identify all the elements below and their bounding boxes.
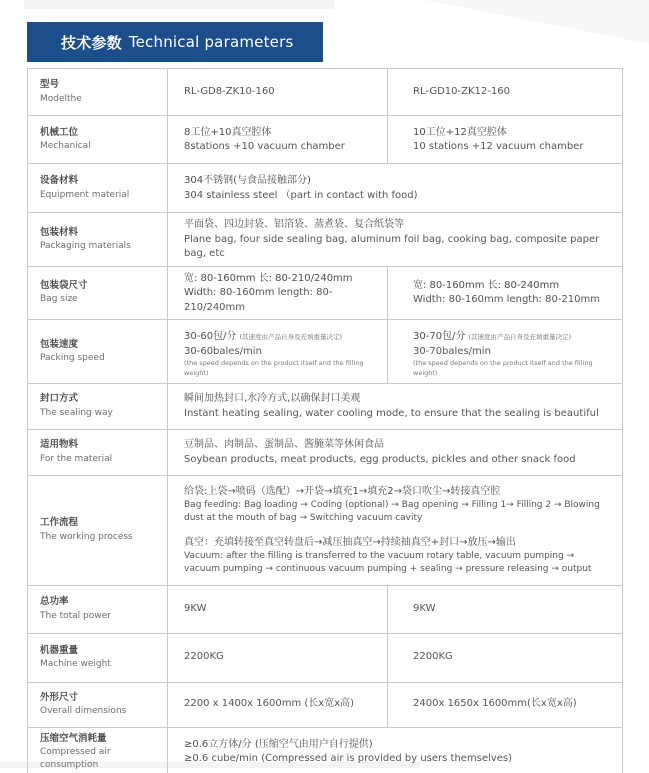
value-cell — [388, 633, 623, 682]
table-row — [28, 633, 623, 682]
cell-line-zh: 瞬间加热封口,水冷方式,以确保封口美观 — [184, 393, 361, 404]
row-label-en: For the material — [40, 453, 113, 464]
value-cell — [168, 266, 388, 320]
cell-line-en: Width: 80-160mm length: 80-210/240mm — [184, 287, 333, 313]
cell-line-zh: ≥0.6立方体/分 (压缩空气由用户自行提供) — [184, 738, 373, 750]
value-cell — [388, 682, 623, 727]
cell-line-en: 304 stainless steel （part in contact with food) — [184, 189, 418, 201]
cell-line-zh: 30-60包/分 — [184, 331, 237, 342]
cell-note-zh: (其速度由产品自身及充填重量决定) — [468, 333, 572, 341]
cell-line: 2200 x 1400x 1600mm (长x宽x高) — [184, 698, 355, 710]
cell-note-zh: (其速度由产品自身及充填重量决定) — [239, 333, 343, 341]
row-label-en: The sealing way — [40, 407, 113, 418]
table-row — [28, 69, 623, 116]
row-label-zh: 型号 — [40, 79, 60, 91]
background-streak-top — [24, 0, 334, 9]
row-label-cell — [28, 585, 168, 633]
cell-line-en: Plane bag, four side sealing bag, aluminum foil bag, cooking bag, composite paper bag, etc — [184, 233, 600, 259]
row-label-cell — [28, 475, 168, 585]
cell-line-zh: 豆制品、肉制品、蛋制品、酱腌菜等休闲食品 — [184, 439, 384, 450]
value-cell-span — [168, 429, 623, 475]
cell-line: 9KW — [413, 602, 436, 614]
row-label-zh: 工作流程 — [40, 517, 79, 529]
value-cell-span — [168, 383, 623, 429]
row-label-en: The total power — [40, 610, 111, 621]
cell-note-en: (the speed depends on the product itself and the filling weight) — [413, 359, 593, 377]
technical-parameters-table — [27, 68, 623, 773]
row-label-cell — [28, 727, 168, 773]
workflow-bag-zh: 给袋:上袋→喷码（选配）→开袋→填充1→填充2→袋口吹尘→转接真空腔 — [184, 485, 501, 497]
cell-line-en: Soybean products, meat products, egg products, pickles and other snack food — [184, 453, 576, 465]
cell-line-zh: 10工位+12真空腔体 — [413, 126, 507, 138]
table-row — [28, 383, 623, 429]
table-row — [28, 320, 623, 384]
table-row — [28, 475, 623, 585]
row-label-zh: 压缩空气消耗量 — [40, 732, 107, 744]
table-row — [28, 585, 623, 633]
value-cell-span — [168, 164, 623, 213]
value-cell — [168, 320, 388, 384]
banner-title-en: Technical parameters — [128, 33, 294, 51]
row-label-en: Mechanical — [40, 141, 91, 152]
row-label-cell — [28, 116, 168, 164]
table-row — [28, 429, 623, 475]
cell-line-en: 8stations +10 vacuum chamber — [184, 141, 345, 152]
row-label-en: Compressed air consumption — [40, 746, 111, 770]
row-label-cell — [28, 682, 168, 727]
cell-line-zh: 宽: 80-160mm 长: 80-240mm — [413, 279, 560, 291]
row-label-cell — [28, 164, 168, 213]
row-label-cell — [28, 266, 168, 320]
cell-line: 9KW — [184, 602, 207, 614]
row-label-cell — [28, 213, 168, 267]
value-cell — [168, 116, 388, 164]
row-label-cell — [28, 383, 168, 429]
cell-line: 2200KG — [413, 651, 453, 663]
row-label-cell — [28, 320, 168, 384]
cell-line-zh: 30-70包/分 — [413, 331, 466, 342]
row-label-en: Machine weight — [40, 659, 111, 670]
row-label-zh: 外形尺寸 — [40, 691, 79, 703]
value-cell-span — [168, 475, 623, 585]
cell-line-zh: 304不锈钢(与食品接触部分) — [184, 175, 311, 186]
row-label-zh: 包装袋尺寸 — [40, 280, 88, 292]
section-banner — [27, 22, 323, 62]
row-label-en: Packaging materials — [40, 240, 131, 251]
row-label-zh: 设备材料 — [40, 175, 79, 187]
value-cell — [168, 682, 388, 727]
workflow-bag-en: Bag feeding: Bag loading → Coding (optional) → Bag opening → Filling 1→ Filling 2 → Blowing dust at the mouth of bag → Switching vacuum cavity — [184, 500, 600, 524]
cell-line: 2400x 1650x 1600mm(长x宽x高) — [413, 698, 577, 710]
row-label-en: Bag size — [40, 294, 78, 305]
cell-line-zh: 平面袋、四边封袋、铝箔袋、蒸煮袋、复合纸袋等 — [184, 219, 404, 230]
row-label-en: The working process — [40, 531, 133, 542]
workflow-vacuum-en: Vacuum: after the filling is transferred to the vacuum rotary table, vacuum pumping → vacuum pumping → continuous vacuum pumping + sealing → pressure releasing → output — [184, 551, 592, 575]
row-label-cell — [28, 429, 168, 475]
cell-note-en: (the speed depends on the product itself and the filling weight) — [184, 359, 364, 377]
workflow-vacuum-zh: 真空：充填转接至真空转盘后→减压抽真空→持续抽真空+封口→放压→输出 — [184, 536, 516, 548]
value-cell — [388, 266, 623, 320]
cell-line-en: 10 stations +12 vacuum chamber — [413, 141, 584, 152]
row-label-zh: 适用物料 — [40, 439, 79, 451]
cell-line-zh: 宽: 80-160mm 长: 80-210/240mm — [184, 272, 353, 284]
value-cell — [388, 320, 623, 384]
value-cell — [388, 585, 623, 633]
row-label-zh: 机械工位 — [40, 126, 79, 138]
row-label-zh: 包装速度 — [40, 338, 79, 350]
row-label-zh: 总功率 — [40, 596, 69, 608]
table-row — [28, 116, 623, 164]
row-label-cell — [28, 633, 168, 682]
value-cell — [168, 585, 388, 633]
table-row — [28, 727, 623, 773]
cell-line-en: Width: 80-160mm length: 80-210mm — [413, 294, 601, 306]
row-label-zh: 机器重量 — [40, 644, 79, 656]
cell-line: RL-GD10-ZK12-160 — [413, 85, 510, 97]
row-label-en: Packing speed — [40, 352, 105, 363]
cell-line-zh: 8工位+10真空腔体 — [184, 126, 272, 138]
background-streak-diagonal — [369, 0, 649, 50]
table-row — [28, 164, 623, 213]
cell-line: RL-GD8-ZK10-160 — [184, 85, 275, 97]
value-cell — [388, 69, 623, 116]
row-label-en: Overall dimensions — [40, 706, 127, 717]
banner-title-zh: 技术参数 — [61, 33, 122, 52]
value-cell-span — [168, 727, 623, 773]
row-label-en: Modelthe — [40, 93, 82, 104]
cell-line: 2200KG — [184, 651, 224, 663]
value-cell — [168, 633, 388, 682]
value-cell — [168, 69, 388, 116]
table-row — [28, 213, 623, 267]
table-row — [28, 682, 623, 727]
row-label-en: Equipment material — [40, 189, 130, 200]
row-label-cell — [28, 69, 168, 116]
value-cell-span — [168, 213, 623, 267]
cell-line-en: ≥0.6 cube/min (Compressed air is provided by users themselves) — [184, 753, 512, 765]
value-cell — [388, 116, 623, 164]
cell-line-en: 30-70bales/min — [413, 345, 491, 357]
workflow-gap — [184, 526, 612, 535]
row-label-zh: 封口方式 — [40, 393, 79, 405]
cell-line-en: 30-60bales/min — [184, 345, 262, 357]
cell-line-en: Instant heating sealing, water cooling mode, to ensure that the sealing is beautiful — [184, 407, 599, 419]
row-label-zh: 包装材料 — [40, 226, 79, 238]
table-row — [28, 266, 623, 320]
